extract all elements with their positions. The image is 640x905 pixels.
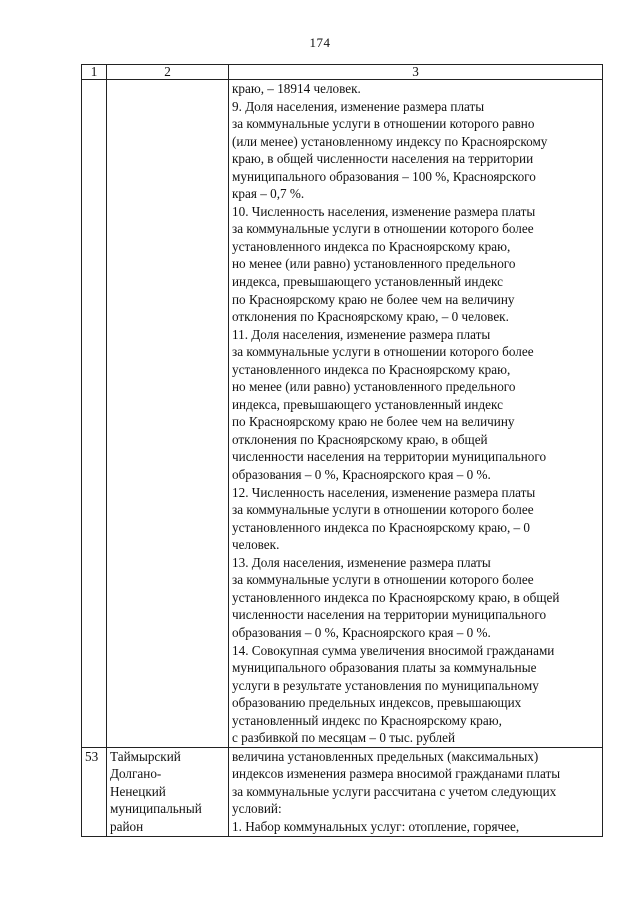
- municipality-name-cell: [107, 80, 229, 748]
- text-line: 12. Численность населения, изменение размера платы: [232, 484, 536, 500]
- text-line: муниципального образования – 100 %, Красноярского: [232, 168, 536, 184]
- text-line: 14. Совокупная сумма увеличения вносимой гражданами: [232, 642, 555, 658]
- column-header-2: 2: [107, 65, 229, 80]
- text-line: муниципального образования платы за коммунальные: [232, 660, 537, 676]
- text-line: 13. Доля населения, изменение размера платы: [232, 554, 491, 570]
- text-line: с разбивкой по месяцам – 0 тыс. рублей: [232, 730, 455, 746]
- text-line: индекса, превышающего установленный индекс: [232, 274, 503, 290]
- text-line: величина установленных предельных (максимальных): [232, 748, 539, 764]
- text-line: установленный индекс по Красноярскому краю,: [232, 712, 502, 728]
- municipality-name-cell: [107, 747, 229, 836]
- text-line: за коммунальные услуги в отношении которого более: [232, 344, 534, 360]
- text-line: за коммунальные услуги в отношении которого более: [232, 221, 534, 237]
- row-number-cell: [82, 80, 107, 748]
- text-line: за коммунальные услуги рассчитана с учетом следующих: [232, 783, 557, 799]
- text-line: Ненецкий: [110, 783, 166, 799]
- text-line: индекса, превышающего установленный индекс: [232, 396, 503, 412]
- table-row: [82, 747, 603, 836]
- text-line: установленного индекса по Красноярскому краю,: [232, 238, 511, 254]
- text-line: условий:: [232, 801, 282, 817]
- text-line: по Красноярскому краю не более чем на величину: [232, 291, 515, 307]
- text-line: образования – 0 %, Красноярского края – 0 %.: [232, 624, 491, 640]
- text-line: но менее (или равно) установленного предельного: [232, 256, 516, 272]
- text-line: за коммунальные услуги в отношении которого равно: [232, 116, 535, 132]
- text-line: образования – 0 %, Красноярского края – 0 %.: [232, 467, 491, 483]
- table-row: [82, 80, 603, 748]
- text-line: но менее (или равно) установленного предельного: [232, 379, 516, 395]
- table-header-row: [82, 65, 603, 80]
- indicator-text-cell: [229, 747, 603, 836]
- text-line: краю, в общей численности населения на территории: [232, 151, 534, 167]
- text-line: численности населения на территории муниципального: [232, 449, 547, 465]
- row-number-cell: 53: [82, 747, 107, 836]
- text-line: отклонения по Красноярскому краю, – 0 человек.: [232, 309, 509, 325]
- text-line: образованию предельных индексов, превышающих: [232, 695, 522, 711]
- text-line: район: [110, 818, 144, 834]
- text-line: 9. Доля населения, изменение размера платы: [232, 98, 485, 114]
- text-line: численности населения на территории муниципального: [232, 607, 547, 623]
- text-line: человек.: [232, 537, 280, 553]
- text-line: 10. Численность населения, изменение размера платы: [232, 203, 536, 219]
- column-header-3: 3: [229, 65, 603, 80]
- text-line: установленного индекса по Красноярскому краю, – 0: [232, 519, 531, 535]
- text-line: 1. Набор коммунальных услуг: отопление, горячее,: [232, 818, 520, 834]
- text-line: по Красноярскому краю не более чем на величину: [232, 414, 515, 430]
- text-line: установленного индекса по Красноярскому краю,: [232, 361, 511, 377]
- indicator-text-cell: [229, 80, 603, 748]
- text-line: установленного индекса по Красноярскому краю, в общей: [232, 589, 560, 605]
- text-line: (или менее) установленному индексу по Красноярскому: [232, 133, 548, 149]
- text-line: индексов изменения размера вносимой гражданами платы: [232, 766, 561, 782]
- text-line: краю, – 18914 человек.: [232, 81, 361, 96]
- text-line: муниципальный: [110, 801, 202, 817]
- text-line: 11. Доля населения, изменение размера платы: [232, 326, 491, 342]
- text-line: края – 0,7 %.: [232, 186, 305, 202]
- document-table: [81, 64, 603, 837]
- page-number: 174: [309, 35, 331, 50]
- text-line: услуги в результате установления по муниципальному: [232, 677, 539, 693]
- text-line: за коммунальные услуги в отношении которого более: [232, 502, 534, 518]
- text-line: за коммунальные услуги в отношении которого более: [232, 572, 534, 588]
- column-header-1: 1: [82, 65, 107, 80]
- text-line: отклонения по Красноярскому краю, в общей: [232, 431, 488, 447]
- text-line: Долгано-: [110, 766, 162, 782]
- text-line: Таймырский: [110, 748, 181, 764]
